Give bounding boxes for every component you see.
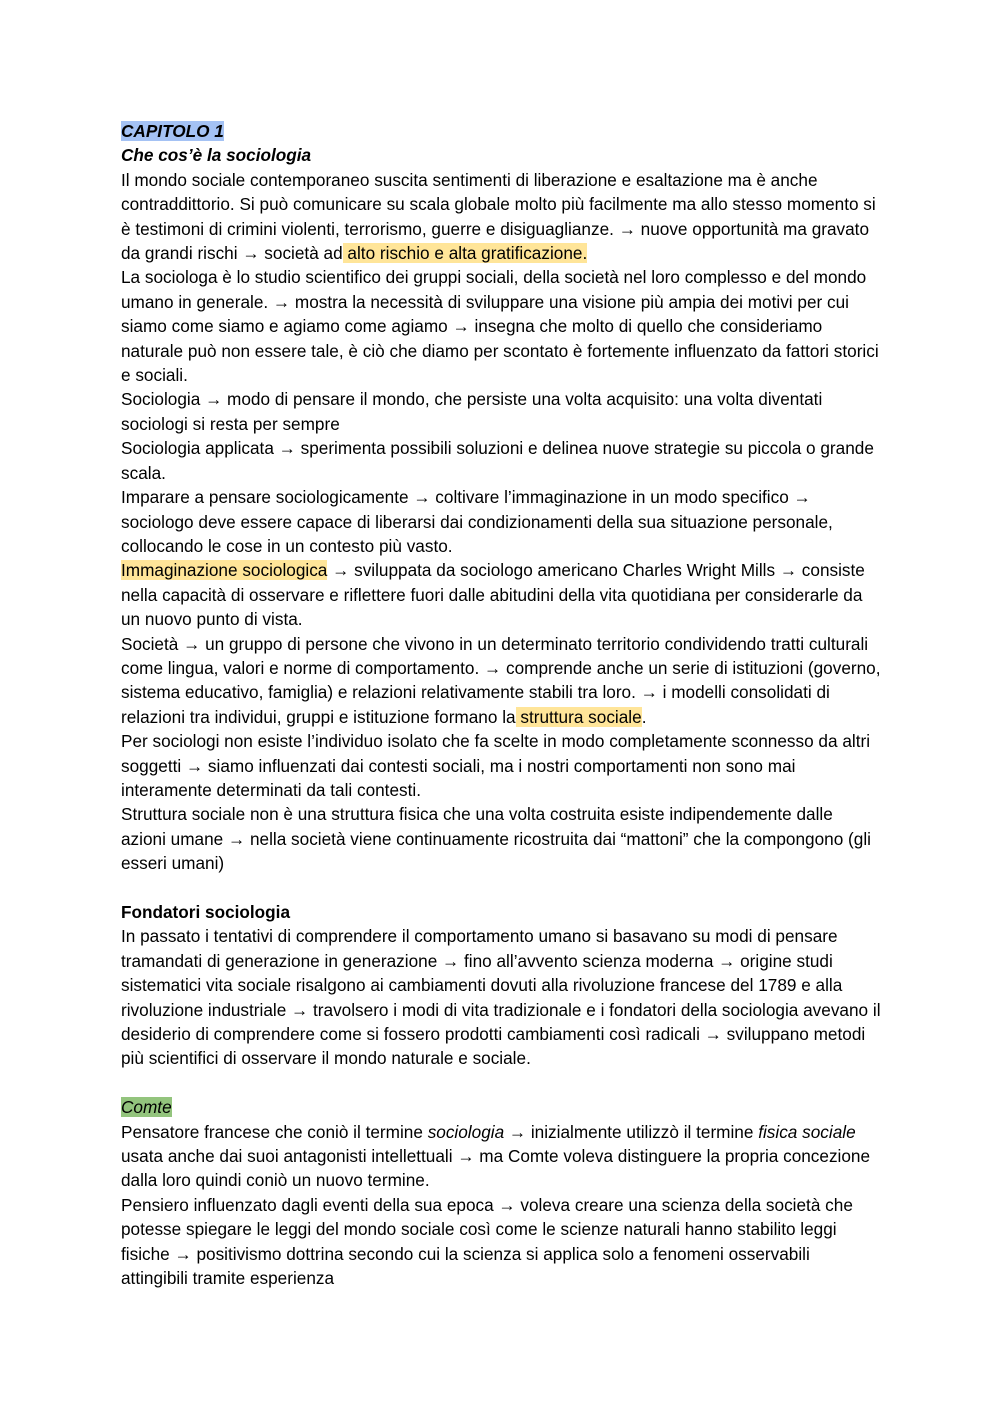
- blank-line: [121, 1071, 881, 1095]
- paragraph-sociologia: Sociologia → modo di pensare il mondo, che persiste una volta acquisito: una volta diventati sociologi si resta per sempre: [121, 389, 823, 434]
- term-fisica-sociale: fisica sociale: [758, 1121, 856, 1142]
- chapter-label: [121, 119, 881, 143]
- paragraph-societa-end: .: [641, 706, 647, 727]
- chapter-title: Che cos’è la sociologia: [121, 145, 312, 166]
- comte-text-c: usata anche dai suoi antagonisti intellettuali → ma Comte voleva distinguere la propria concezione dalla loro quindi coniò un nuovo termine.: [121, 1146, 871, 1191]
- chapter-label-text: CAPITOLO 1: [121, 121, 224, 141]
- paragraph-intro-text: Il mondo sociale contemporaneo suscita sentimenti di liberazione e esaltazione ma è anche contraddittorio. Si può comunicare su scala globale molto più facilmente ma allo stesso momento si è testimoni di crimini violenti, terrorismo, guerre e disiguaglianze. → nuove opportunità ma gravato da grandi rischi → società ad: [121, 169, 876, 264]
- paragraph-sociologia-applicata: Sociologia applicata → sperimenta possibili soluzioni e delinea nuove strategie su piccola o grande scala.: [121, 438, 874, 483]
- paragraph-individuo: Per sociologi non esiste l’individuo isolato che fa scelte in modo completamente sconnesso da altri soggetti → siamo influenzati dai contesti sociali, ma i nostri comportamenti non sono mai interamente determinati da tali contesti.: [121, 731, 871, 800]
- paragraph-pensare-sociologicamente: Imparare a pensare sociologicamente → coltivare l’immaginazione in un modo specifico → sociologo deve essere capace di liberarsi dai condizionamenti della sua situazione personale, collocando le cose in un contesto più vasto.: [121, 487, 833, 556]
- blank-line: [121, 876, 881, 900]
- paragraph-comte-pensiero: Pensiero influenzato dagli eventi della sua epoca → voleva creare una scienza della società che potesse spiegare le leggi del mondo sociale così come le scienze naturali hanno stabilito leggi fisiche → positivismo dottrina secondo cui la scienza si applica solo a fenomeni osservabili attingibili tramite esperienza: [121, 1194, 853, 1289]
- paragraph-intro: [121, 168, 881, 266]
- comte-text-a: Pensatore francese che coniò il termine: [121, 1121, 428, 1142]
- section-title-comte: [121, 1095, 881, 1119]
- paragraph-immaginazione: [121, 558, 881, 631]
- highlight-struttura-sociale: struttura sociale: [515, 706, 642, 727]
- paragraph-definition: La sociologa è lo studio scientifico dei gruppi sociali, della società nel loro complesso e del mondo umano in generale. → mostra la necessità di sviluppare una visione più ampia dei motivi per cui siamo come siamo e agiamo come agiamo → insegna che molto di quello che consideriamo naturale può non essere tale, è ciò che diamo per scontato è fortemente influenzato da fattori storici e sociali.: [121, 267, 879, 386]
- paragraph-societa-text: Società → un gruppo di persone che vivono in un determinato territorio condividendo tratti culturali come lingua, valori e norme di comportamento. → comprende anche un serie di istituzioni (governo, sistema educativo, famiglia) e relazioni relativamente stabili tra loro. → i modelli consolidati di relazioni tra individui, gruppi e istituzione formano la: [121, 633, 881, 727]
- paragraph-fondatori: In passato i tentativi di comprendere il comportamento umano si basavano su modi di pensare tramandati di generazione in generazione → fino all’avvento scienza moderna → origine studi sistematici vita sociale risalgono ai cambiamenti dovuti alla rivoluzione francese del 1789 e alla rivoluzione industriale → travolsero i modi di vita tradizionale e i fondatori della sociologia avevano il desiderio di comprendere come si fossero prodotti cambiamenti così radicali → sviluppano metodi più scientifici di osservare il mondo naturale e sociale.: [121, 926, 881, 1069]
- comte-text-b: → inizialmente utilizzò il termine: [504, 1121, 759, 1142]
- paragraph-immaginazione-text: → sviluppata da sociologo americano Charles Wright Mills → consiste nella capacità di osservare e riflettere fuori dalle abitudini della vita quotidiana per considerarle da un nuovo punto di vista.: [121, 560, 865, 630]
- paragraph-societa: [121, 632, 881, 730]
- term-sociologia: sociologia: [427, 1121, 505, 1142]
- section-title-fondatori: Fondatori sociologia: [121, 901, 291, 922]
- document-page: [121, 119, 881, 1290]
- paragraph-comte-termine: [121, 1120, 881, 1193]
- section-title-comte-text: Comte: [121, 1097, 172, 1118]
- paragraph-struttura-sociale: Struttura sociale non è una struttura fisica che una volta costruita esiste indipendemente dalle azioni umane → nella società viene continuamente ricostruita dai “mattoni” che la compongono (gli esseri umani): [121, 804, 871, 874]
- highlight-alto-rischio: alto rischio e alta gratificazione.: [342, 243, 588, 264]
- highlight-immaginazione-sociologica: Immaginazione sociologica: [121, 560, 328, 581]
